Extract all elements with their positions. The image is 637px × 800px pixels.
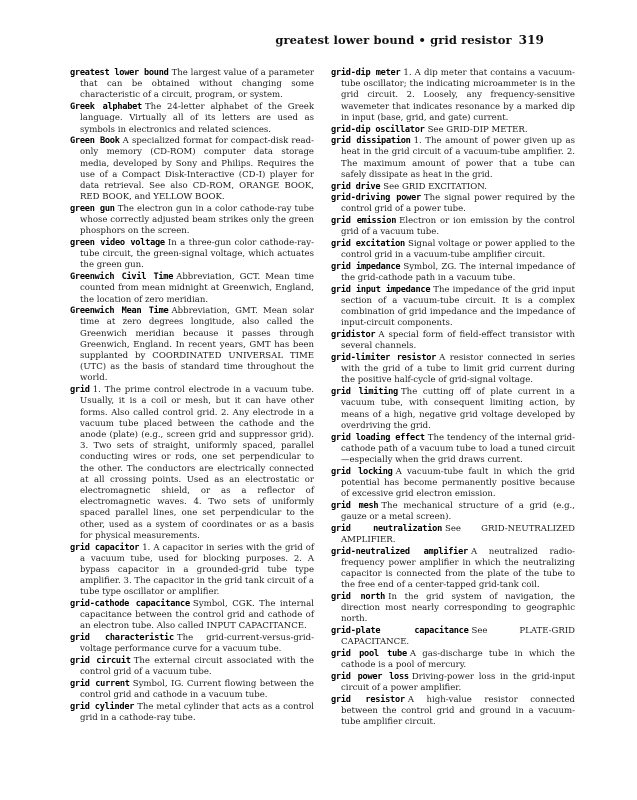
entry-term: grid capacitor [70,542,140,553]
entry-term: grid dissipation [331,136,411,147]
entry-definition: A vacuum-tube fault in which the grid potential has become permanently positive because of excessive grid electron emission. [341,466,575,500]
entry-definition: See GRID-NEUTRALIZED AMPLIFIER. [341,523,575,545]
entry-definition: A neutralized radio-frequency power amplifier in which the neutralizing capacitor is connected from the plate of the tube to the free end of a center-tapped grid-tank coil. [341,546,575,591]
entry-term: grid cylinder [70,701,135,712]
dictionary-entry [70,68,314,102]
right-column [331,68,575,729]
entry-definition: 1. A capacitor in series with the grid of a vacuum tube, used for blocking purposes. 2. A bypass capacitor in a grounded-grid tube type amplifier. 3. The capacitor in the grid tank circuit of a tube type oscillator or amplifier. [80,542,314,598]
entry-definition: The largest value of a parameter that can be obtained without changing some characteristic of a circuit, program, or system. [80,68,314,101]
dictionary-entry [331,649,575,671]
entry-term: grid power loss [331,671,409,682]
entry-term: grid-dip meter [331,68,401,78]
entry-term: grid locking [331,466,393,477]
dictionary-entry [70,136,314,203]
dictionary-entry [70,599,314,633]
dictionary-entry [70,543,314,599]
running-head-text: greatest lower bound • grid resistor [275,33,512,47]
entry-definition: Electron or ion emission by the control grid of a vacuum tube. [341,216,575,238]
entry-definition: Signal voltage or power applied to the control grid in a vacuum-tube amplifier circuit. [341,239,575,261]
entry-definition: The metal cylinder that acts as a control grid in a cathode-ray tube. [80,701,314,724]
entry-term: grid characteristic [70,633,174,644]
dictionary-entry [331,216,575,238]
entry-definition: Symbol, IG. Current flowing between the control grid and cathode in a vacuum tube. [80,678,314,701]
dictionary-entry [331,136,575,181]
entry-term: grid input impedance [331,284,431,295]
dictionary-entry [70,656,314,678]
entry-definition: A gas-discharge tube in which the cathode is a pool of mercury. [341,648,575,671]
entry-definition: A resistor connected in series with the grid of a tube to limit grid current during the positive half-cycle of grid-signal voltage. [341,353,575,386]
entry-term: grid current [70,678,130,689]
entry-definition: A high-value resistor connected between the control grid and ground in a vacuum-tube amplifier circuit. [341,694,575,728]
dictionary-entry [70,633,314,655]
entry-definition: The external circuit associated with the control grid of a vacuum tube. [80,656,314,678]
dictionary-entry [70,385,314,542]
entry-definition: Symbol, CGK. The internal capacitance between the control grid and cathode of an electron tube. Also called INPUT CAPACITANCE. [80,599,314,632]
entry-definition: Driving-power loss in the grid-input circuit of a power amplifier. [341,671,575,693]
entry-term: grid emission [331,216,397,227]
dictionary-entry [331,626,575,648]
entry-definition: In a three-gun color cathode-ray-tube circuit, the green-signal voltage, which actuates the green gun. [80,238,314,271]
entry-term: grid-driving power [331,193,421,204]
dictionary-entry [331,125,575,136]
entry-term: Greenwich Civil Time [70,272,174,283]
dictionary-entry [331,353,575,387]
entry-term: grid-dip oscillator [331,124,425,135]
dictionary-entry [70,679,314,701]
dictionary-entry [331,501,575,523]
entry-term: grid-cathode capacitance [70,599,190,610]
running-header [275,33,544,47]
entry-definition: A special form of field-effect transistor with several channels. [341,330,575,352]
entry-definition: The cutting off of plate current in a vacuum tube, with consequent limiting action, by means of a high, negative grid voltage developed by overdriving the grid. [341,387,576,431]
dictionary-entry [331,68,575,124]
dictionary-entry [70,306,314,384]
entry-definition: The impedance of the grid input section of a vacuum-tube circuit. It is a complex combination of grid impedance and the impedance of input-circuit components. [341,284,575,329]
entry-definition: A specialized format for compact-disk read-only memory (CD-ROM) computer data storage media, developed by Sony and Philips. Requires the use of a Compact Disk-Interactive (CD-I) player for data retrieval. See also CD-ROM, ORANGE BOOK, RED BOOK, and YELLOW BOOK. [80,136,314,203]
entry-definition: The 24-letter alphabet of the Greek language. Virtually all of its letters are used as symbols in electronics and related sciences. [80,102,314,135]
entry-definition: The electron gun in a color cathode-ray tube whose correctly adjusted beam strikes only the green phosphors on the screen. [80,203,314,237]
entry-definition: 1. The amount of power given up as heat in the grid circuit of a vacuum-tube amplifier. 2. The maximum amount of power that a tube can safely dissipate as heat in the grid. [341,136,575,180]
dictionary-entry [331,239,575,261]
dictionary-entry [70,702,314,724]
dictionary-entry [70,272,314,306]
dictionary-entry [331,695,575,729]
dictionary-entry [331,285,575,330]
entry-term: Green Book [70,136,120,147]
entry-term: grid circuit [70,656,131,667]
dictionary-entry [331,330,575,352]
dictionary-entry [331,182,575,193]
dictionary-entry [331,433,575,467]
dictionary-entry [331,387,575,432]
dictionary-entry [331,524,575,546]
dictionary-entry [331,547,575,592]
dictionary-entry [331,592,575,626]
dictionary-entry [70,204,314,238]
entry-term: Greek alphabet [70,102,142,113]
dictionary-entry [70,102,314,136]
entry-term: grid-limiter resistor [331,353,437,364]
dictionary-entry [331,467,575,501]
entry-term: grid limiting [331,387,398,398]
entry-definition: In the grid system of navigation, the direction most nearly corresponding to geographic north. [341,591,575,625]
entry-definition: The signal power required by the control grid of a power tube. [341,193,575,215]
entry-definition: Abbreviation, GCT. Mean time counted from mean midnight at Greenwich, England, the location of zero meridian. [80,272,314,305]
page-number: 319 [518,33,544,47]
dictionary-entry [331,672,575,694]
entry-definition: See GRID EXCITATION. [383,181,487,192]
entry-term: grid impedance [331,261,401,272]
entry-term: green video voltage [70,238,165,249]
entry-definition: See GRID-DIP METER. [427,124,528,135]
entry-definition: Abbreviation, GMT. Mean solar time at zero degrees longitude, also called the Greenwich meridian because it passes through Greenwich, England. In recent years, GMT has been supplanted by COORDINATED UNIVERSAL TIME (UTC) as the basis of standard time throughout the world. [80,306,314,384]
left-column [70,68,314,725]
entry-term: grid resistor [331,694,405,705]
entry-term: grid pool tube [331,648,407,659]
entry-definition: The mechanical structure of a grid (e.g., gauze or a metal screen). [341,500,575,522]
entry-term: grid [70,385,90,396]
entry-term: grid drive [331,181,381,192]
entry-term: Greenwich Mean Time [70,306,169,317]
entry-definition: See PLATE-GRID CAPACITANCE. [341,625,575,648]
entry-definition: The grid-current-versus-grid-voltage performance curve for a vacuum tube. [80,633,314,655]
entry-term: grid excitation [331,239,405,250]
entry-term: grid north [331,591,386,602]
entry-term: greatest lower bound [70,68,169,78]
dictionary-entry [331,193,575,215]
entry-definition: The tendency of the internal grid-cathode path of a vacuum tube to load a tuned circuit—especially when the grid draws current. [341,432,575,465]
entry-term: gridistor [331,330,376,341]
entry-definition: 1. A dip meter that contains a vacuum-tube oscillator; the indicating microammeter is in the grid circuit. 2. Loosely, any frequency-sensitive wavemeter that indicates resonance by a marked dip in input (base, grid, and gate) current. [341,68,575,123]
entry-term: grid-plate capacitance [331,625,469,636]
entry-definition: 1. The prime control electrode in a vacuum tube. Usually, it is a coil or mesh, but it can have other forms. Also called control grid. 2. Any electrode in a vacuum tube placed between the cathode and the anode (plate) (e.g., screen grid and suppressor grid). 3. Two sets of straight, uniformly spaced, parallel conducting wires or rods, one set perpendicular to the other. The conductors are electrically connected at all crossing points. Used as an electrostatic or electromagnetic shield, or as a reflector of electromagnetic waves. 4. Two sets of uniformly spaced parallel lines, one set perpendicular to the other, used as a system of coordinates or as a basis for physical measurements. [80,385,314,541]
dictionary-entry [331,262,575,284]
entry-term: green gun [70,203,115,214]
dictionary-entry [70,238,314,272]
entry-term: grid mesh [331,500,379,511]
entry-term: grid-neutralized amplifier [331,546,468,557]
entry-term: grid neutralization [331,523,442,534]
entry-term: grid loading effect [331,432,425,443]
entry-definition: Symbol, ZG. The internal impedance of the grid-cathode path in a vacuum tube. [341,261,575,284]
